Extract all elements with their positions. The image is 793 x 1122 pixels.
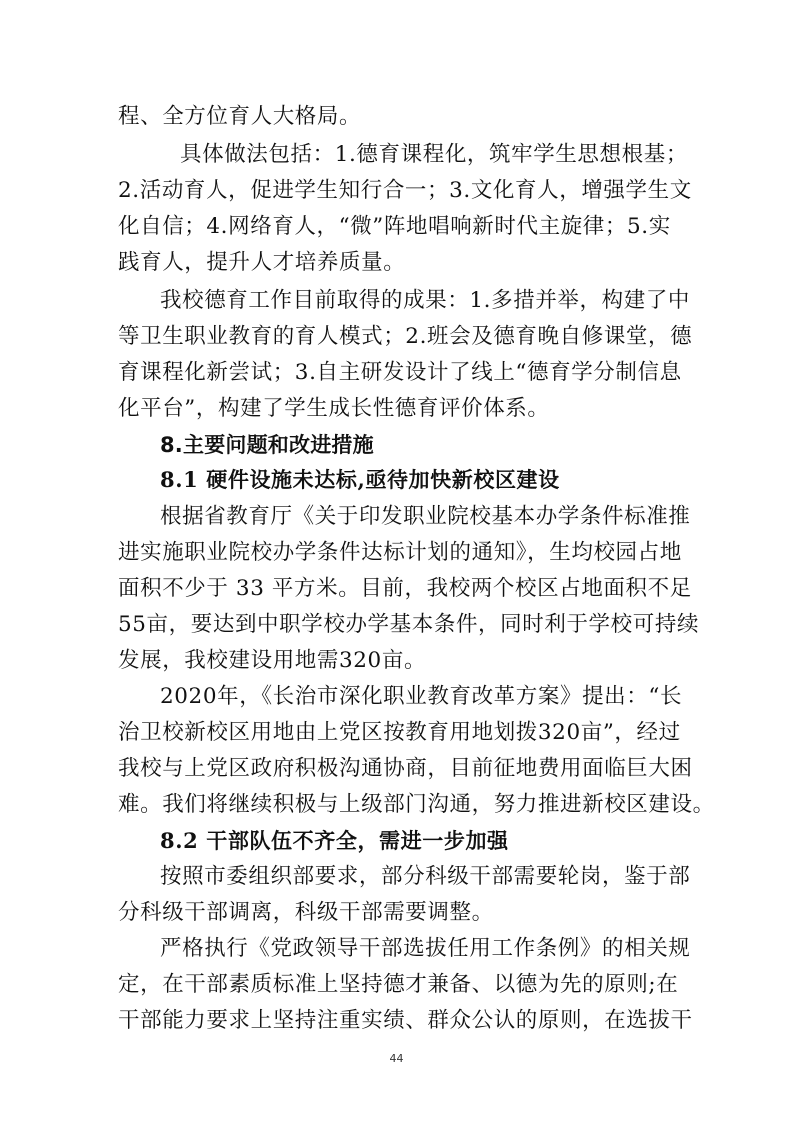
paragraph-line: 程、全方位育人大格局。 <box>118 104 362 129</box>
paragraph-line: 2020年，《长治市深化职业教育改革方案》提出：“长 <box>160 684 683 709</box>
subsection-heading: 8.1 硬件设施未达标,亟待加快新校区建设 <box>160 467 560 492</box>
paragraph-line: 具体做法包括：1.德育课程化，筑牢学生思想根基； <box>180 142 688 167</box>
paragraph-line: 定，在干部素质标准上坚持德才兼备、以德为先的原则;在 <box>118 972 679 997</box>
paragraph-line: 等卫生职业教育的育人模式；2.班会及德育晚自修课堂，德 <box>118 324 693 349</box>
paragraph-line: 践育人，提升人才培养质量。 <box>118 250 406 275</box>
paragraph-line: 难。我们将继续积极与上级部门沟通，努力推进新校区建设。 <box>118 792 715 817</box>
paragraph-line: 根据省教育厅《关于印发职业院校基本办学条件标准推 <box>160 504 691 529</box>
paragraph-line: 化平台”，构建了学生成长性德育评价体系。 <box>118 396 550 421</box>
paragraph-line: 2.活动育人，促进学生知行合一；3.文化育人，增强学生文 <box>118 178 692 203</box>
paragraph-line: 分科级干部调离，科级干部需要调整。 <box>118 900 494 925</box>
paragraph-line: 按照市委组织部要求，部分科级干部需要轮岗，鉴于部 <box>160 864 691 889</box>
paragraph-line: 发展，我校建设用地需320亩。 <box>118 648 427 673</box>
paragraph-line: 我校与上党区政府积极沟通协商，目前征地费用面临巨大困 <box>118 756 693 781</box>
paragraph-line: 进实施职业院校办学条件达标计划的通知》，生均校园占地 <box>118 540 682 565</box>
section-heading: 8.主要问题和改进措施 <box>160 433 374 457</box>
paragraph-line: 面积不少于 33 平方米。目前，我校两个校区占地面积不足 <box>118 576 692 601</box>
paragraph-line: 55亩，要达到中职学校办学基本条件，同时利于学校可持续 <box>118 612 700 637</box>
paragraph-line: 严格执行《党政领导干部选拔任用工作条例》的相关规 <box>160 936 691 961</box>
paragraph-line: 干部能力要求上坚持注重实绩、群众公认的原则，在选拔干 <box>118 1008 693 1033</box>
paragraph-line: 化自信；4.网络育人，“微”阵地唱响新时代主旋律；5.实 <box>118 214 671 239</box>
paragraph-line: 育课程化新尝试；3.自主研发设计了线上“德育学分制信息 <box>118 360 682 385</box>
paragraph-line: 治卫校新校区用地由上党区按教育用地划拨320亩”，经过 <box>118 720 681 745</box>
paragraph-line: 我校德育工作目前取得的成果：1.多措并举，构建了中 <box>160 288 691 313</box>
subsection-heading: 8.2 干部队伍不齐全，需进一步加强 <box>160 828 509 853</box>
page-number: 44 <box>389 1052 404 1065</box>
